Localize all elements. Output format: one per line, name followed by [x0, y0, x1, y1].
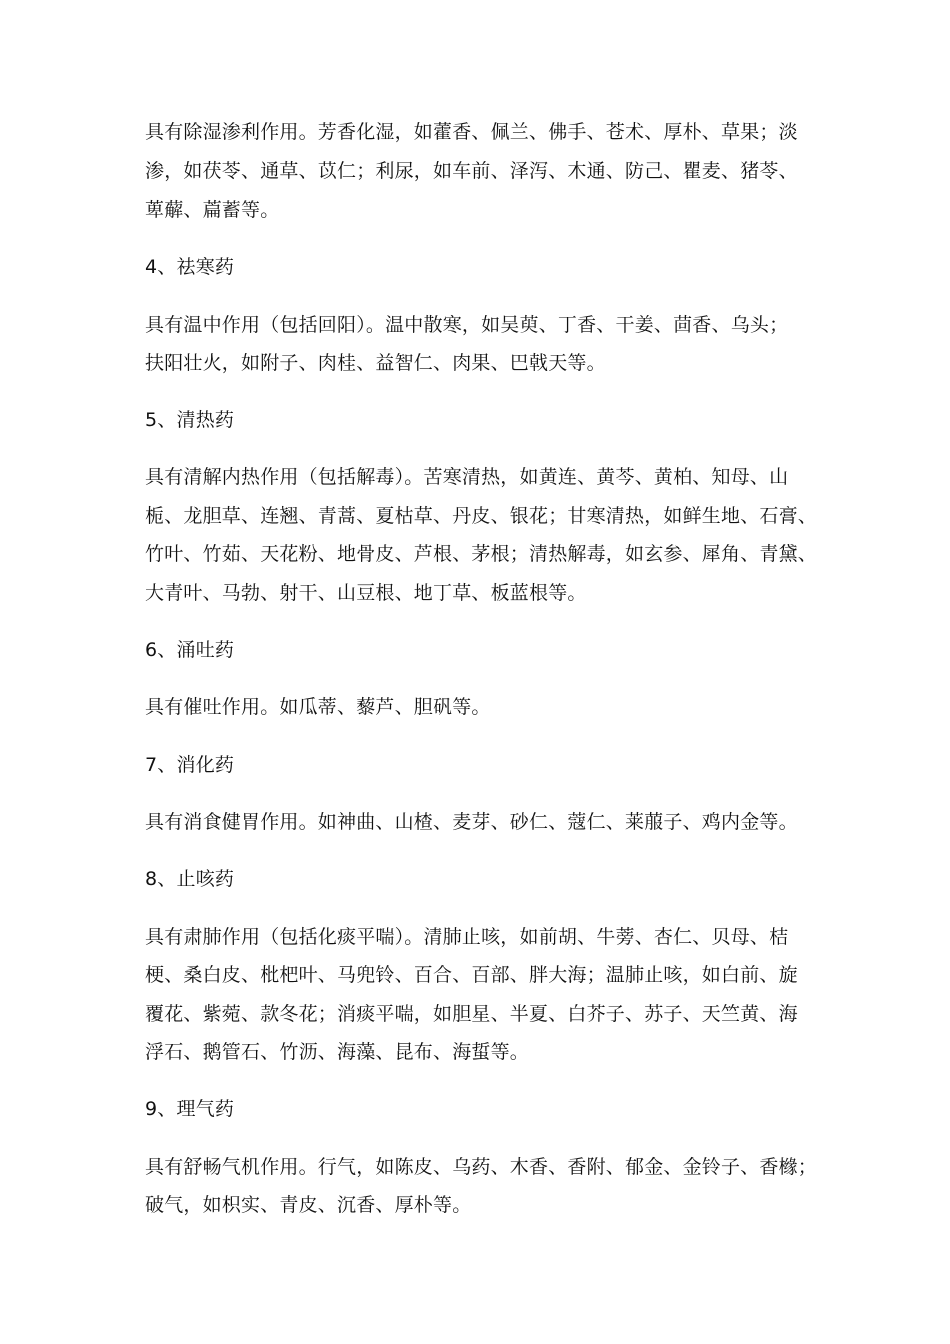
section-heading: 5、清热药	[145, 409, 235, 431]
body-text-line: 栀、龙胆草、连翘、青蒿、夏枯草、丹皮、银花；甘寒清热，如鲜生地、石膏、	[145, 505, 818, 527]
section-heading: 8、止咳药	[145, 868, 235, 890]
body-text-line: 萆薢、萹蓄等。	[145, 199, 280, 221]
body-text-line: 具有除湿渗利作用。芳香化湿，如藿香、佩兰、佛手、苍术、厚朴、草果；淡	[145, 121, 798, 143]
body-text-line: 大青叶、马勃、射干、山豆根、地丁草、板蓝根等。	[145, 582, 587, 604]
body-text-line: 具有催吐作用。如瓜蒂、藜芦、胆矾等。	[145, 696, 491, 718]
body-text-line: 梗、桑白皮、枇杷叶、马兜铃、百合、百部、胖大海；温肺止咳，如白前、旋	[145, 964, 798, 986]
body-text-line: 破气，如枳实、青皮、沉香、厚朴等。	[145, 1194, 472, 1216]
body-text-line: 扶阳壮火，如附子、肉桂、益智仁、肉果、巴戟天等。	[145, 352, 606, 374]
body-text-line: 具有温中作用（包括回阳）。温中散寒，如吴萸、丁香、干姜、茴香、乌头；	[145, 314, 789, 336]
section-heading: 9、理气药	[145, 1098, 235, 1120]
section-heading: 7、消化药	[145, 754, 235, 776]
body-text-line: 具有清解内热作用（包括解毒）。苦寒清热，如黄连、黄芩、黄柏、知母、山	[145, 466, 789, 488]
body-text-line: 具有肃肺作用（包括化痰平喘）。清肺止咳，如前胡、牛蒡、杏仁、贝母、桔	[145, 926, 789, 948]
body-text-line: 渗，如茯苓、通草、苡仁；利尿，如车前、泽泻、木通、防己、瞿麦、猪苓、	[145, 160, 798, 182]
section-heading: 6、涌吐药	[145, 639, 235, 661]
body-text-line: 具有消食健胃作用。如神曲、山楂、麦芽、砂仁、蔻仁、莱菔子、鸡内金等。	[145, 811, 798, 833]
body-text-line: 竹叶、竹茹、天花粉、地骨皮、芦根、茅根；清热解毒，如玄参、犀角、青黛、	[145, 543, 818, 565]
section-heading: 4、祛寒药	[145, 256, 235, 278]
body-text-line: 具有舒畅气机作用。行气，如陈皮、乌药、木香、香附、郁金、金铃子、香橼；	[145, 1156, 818, 1178]
body-text-line: 浮石、鹅管石、竹沥、海藻、昆布、海蜇等。	[145, 1041, 530, 1063]
body-text-line: 覆花、紫菀、款冬花；消痰平喘，如胆星、半夏、白芥子、苏子、天竺黄、海	[145, 1003, 798, 1025]
